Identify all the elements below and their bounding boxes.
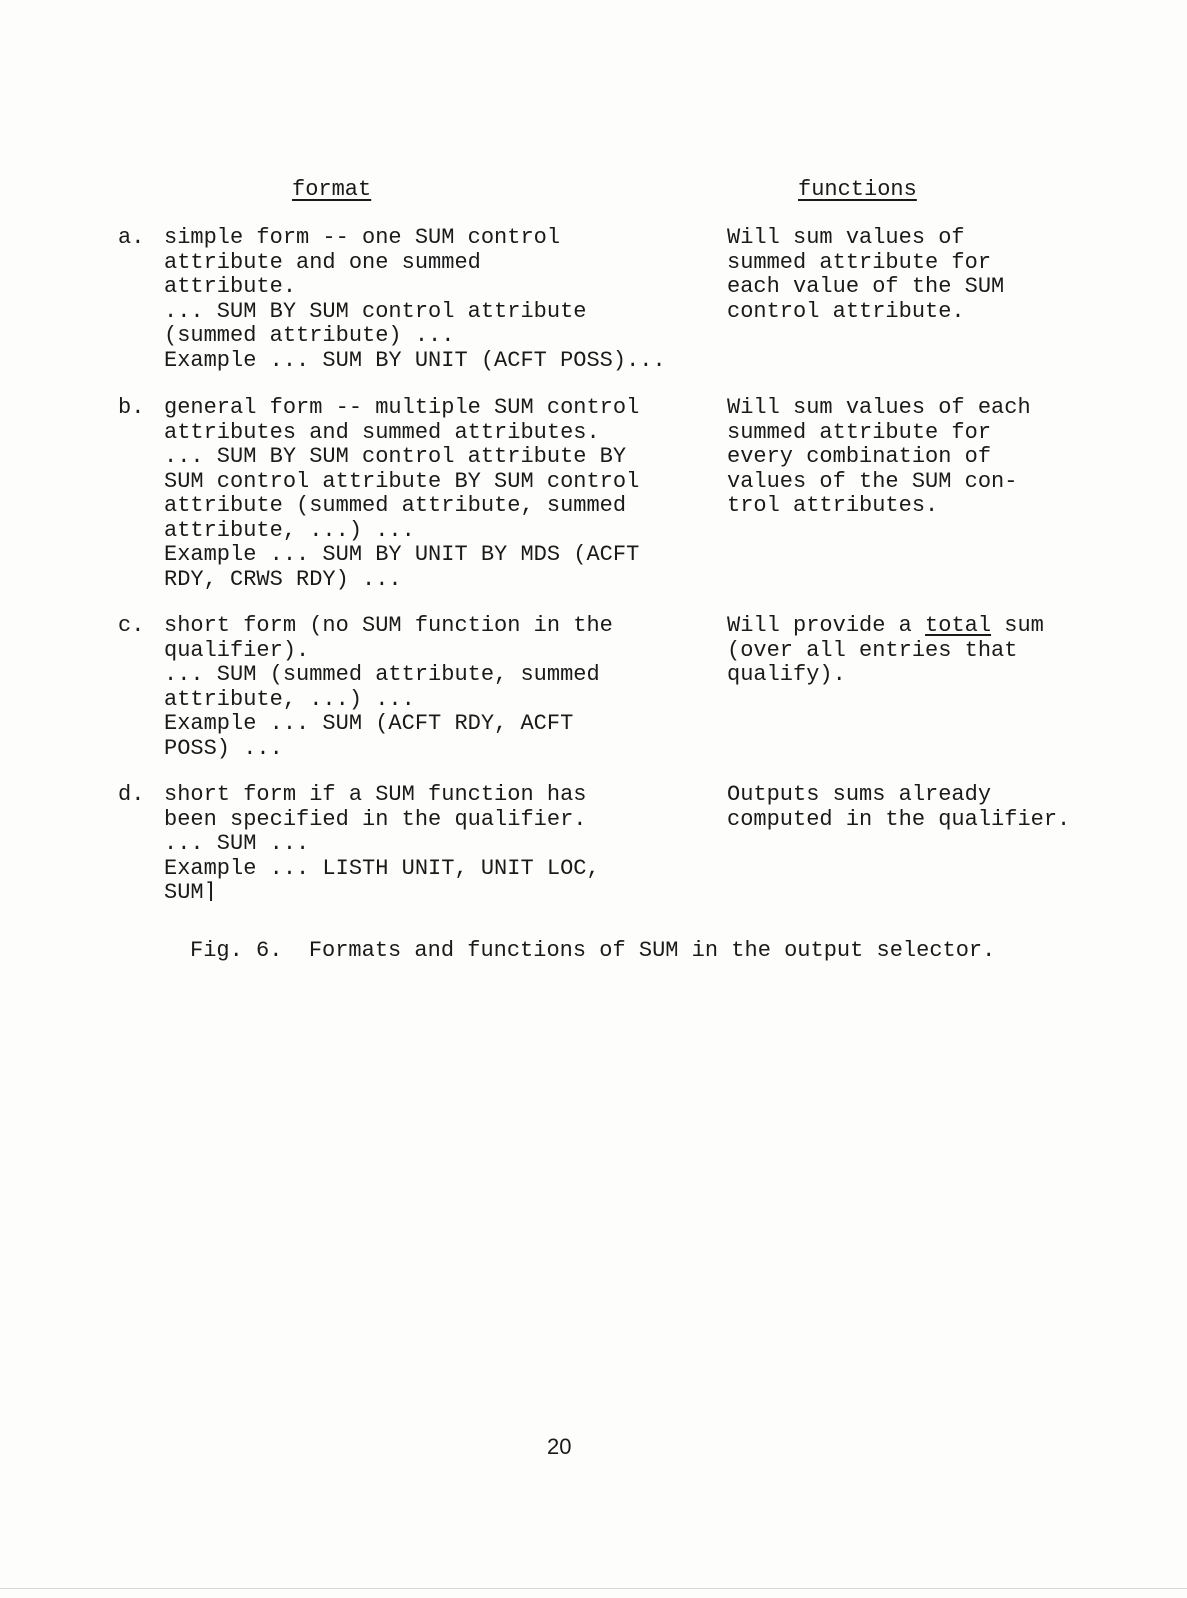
format-line: attribute.: [164, 274, 297, 299]
function-line: summed attribute for: [727, 249, 992, 275]
function-line: values of the SUM con-: [727, 468, 1018, 494]
format-line: simple form -- one SUM control: [164, 225, 561, 250]
scan-edge-divider: [0, 1588, 1187, 1589]
format-line: attribute (summed attribute, summed: [164, 493, 627, 518]
figure-caption: Fig. 6. Formats and functions of SUM in the output selector.: [190, 938, 996, 963]
function-line: [727, 614, 1167, 639]
format-line: attribute, ...) ...: [164, 686, 415, 712]
emphasized-word: total: [925, 613, 992, 638]
function-line: Will sum values of: [727, 225, 965, 250]
format-line: RDY, CRWS RDY) ...: [164, 566, 402, 592]
format-line: Example ... SUM BY UNIT BY MDS (ACFT: [164, 542, 640, 567]
function-line: computed in the qualifier.: [727, 806, 1071, 832]
format-line: Example ... LISTH UNIT, UNIT LOC,: [164, 855, 600, 881]
function-description: [727, 396, 1167, 519]
column-header-format: format: [292, 177, 372, 202]
format-description: [164, 226, 724, 373]
format-line: ... SUM (summed attribute, summed: [164, 662, 600, 687]
function-line: qualify).: [727, 662, 846, 687]
function-description: [727, 226, 1167, 324]
entry-marker: a.: [118, 225, 145, 250]
function-text: Will provide a: [727, 613, 926, 638]
function-line: control attribute.: [727, 298, 965, 324]
format-description: [164, 614, 724, 761]
format-description: [164, 783, 724, 906]
format-line: ... SUM BY SUM control attribute BY: [164, 444, 627, 469]
function-description: [727, 614, 1167, 688]
function-line: each value of the SUM: [727, 274, 1005, 299]
format-line: SUM control attribute BY SUM control: [164, 468, 640, 494]
entry-marker: d.: [118, 782, 145, 807]
format-line: short form (no SUM function in the: [164, 613, 613, 638]
format-line: POSS) ...: [164, 735, 283, 761]
function-description: [727, 783, 1167, 832]
function-line: every combination of: [727, 444, 992, 469]
function-line: summed attribute for: [727, 419, 992, 445]
format-line: SUM⌉: [164, 880, 217, 905]
format-line: attribute, ...) ...: [164, 517, 415, 543]
format-line: been specified in the qualifier.: [164, 806, 587, 832]
function-line: Will sum values of each: [727, 395, 1031, 420]
function-text: sum: [991, 613, 1044, 638]
format-line: (summed attribute) ...: [164, 323, 455, 348]
format-line: Example ... SUM BY UNIT (ACFT POSS)...: [164, 347, 666, 373]
format-line: short form if a SUM function has: [164, 782, 587, 807]
function-line: Outputs sums already: [727, 782, 992, 807]
format-line: ... SUM BY SUM control attribute: [164, 298, 587, 324]
entry-marker: b.: [118, 395, 145, 420]
page-number: 20: [547, 1434, 572, 1459]
column-header-functions: functions: [798, 177, 917, 202]
entry-marker: c.: [118, 613, 145, 638]
format-line: general form -- multiple SUM control: [164, 395, 640, 420]
format-line: ... SUM ...: [164, 831, 310, 856]
function-line: (over all entries that: [727, 637, 1018, 663]
function-line: trol attributes.: [727, 493, 939, 518]
format-description: [164, 396, 724, 592]
format-line: qualifier).: [164, 637, 310, 663]
format-line: attributes and summed attributes.: [164, 419, 600, 445]
format-line: attribute and one summed: [164, 249, 481, 275]
format-line: Example ... SUM (ACFT RDY, ACFT: [164, 711, 574, 736]
